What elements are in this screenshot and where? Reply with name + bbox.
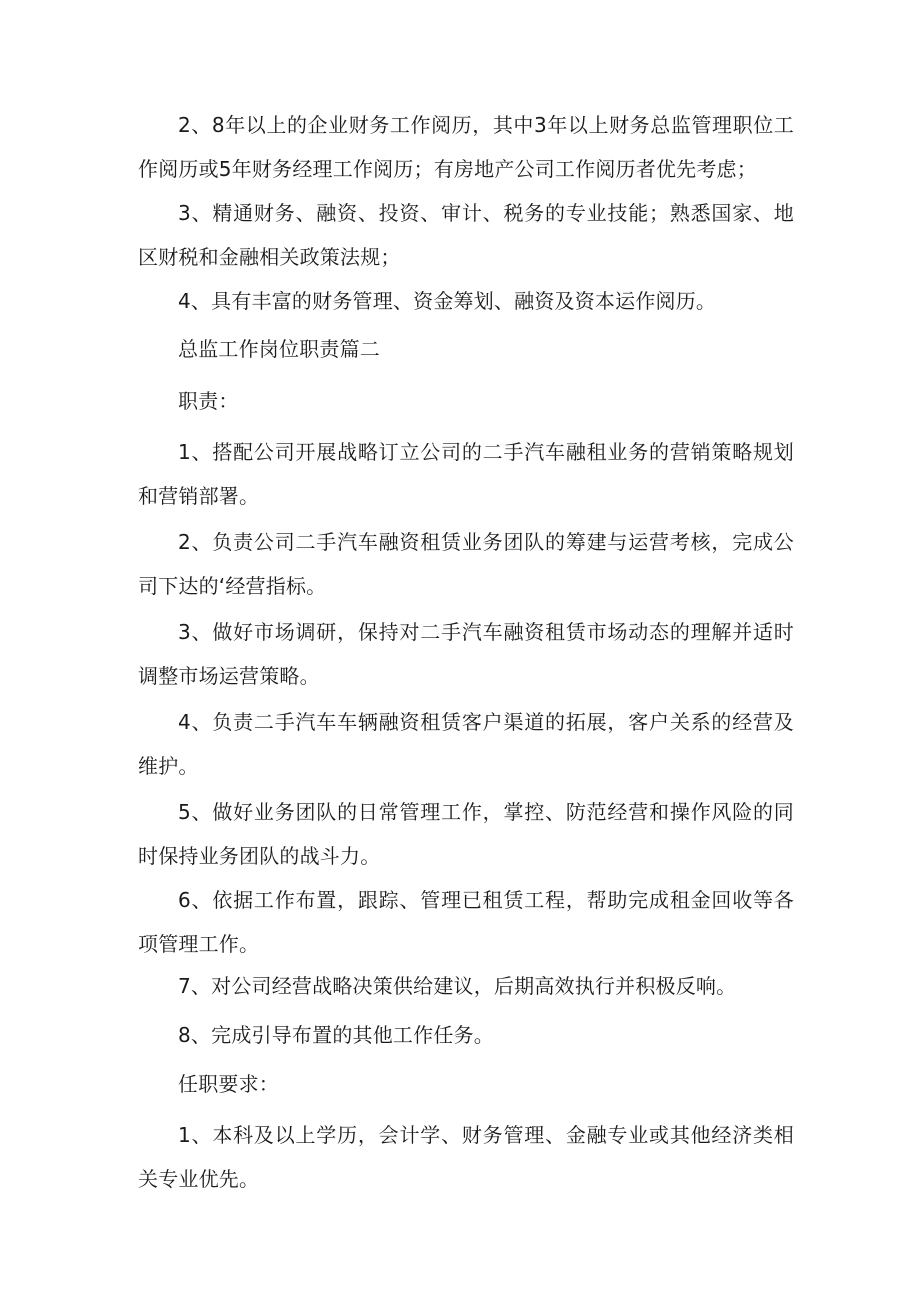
paragraph-duty-5: 5、做好业务团队的日常管理工作，掌控、防范经营和操作风险的同时保持业务团队的战斗力。 bbox=[138, 800, 794, 868]
paragraph-qualification-1: 1、本科及以上学历，会计学、财务管理、金融专业或其他经济类相关专业优先。 bbox=[138, 1123, 794, 1191]
qualifications-label: 任职要求： bbox=[178, 1072, 279, 1096]
section-heading: 总监工作岗位职责篇二 bbox=[178, 337, 380, 361]
duties-label: 职责： bbox=[178, 389, 239, 413]
paragraph-duty-1: 1、搭配公司开展战略订立公司的二手汽车融租业务的营销策略规划和营销部署。 bbox=[138, 440, 794, 508]
paragraph-duty-4: 4、负责二手汽车车辆融资租赁客户渠道的拓展，客户关系的经营及维护。 bbox=[138, 710, 794, 778]
paragraph-duty-7: 7、对公司经营战略决策供给建议，后期高效执行并积极反响。 bbox=[178, 974, 737, 998]
paragraph-duty-6: 6、依据工作布置，跟踪、管理已租赁工程，帮助完成租金回收等各项管理工作。 bbox=[138, 888, 794, 956]
paragraph-duty-2: 2、负责公司二手汽车融资租赁业务团队的筹建与运营考核，完成公司下达的‘经营指标。 bbox=[138, 530, 794, 598]
paragraph-requirement-3: 3、精通财务、融资、投资、审计、税务的专业技能；熟悉国家、地区财税和金融相关政策法规； bbox=[138, 201, 794, 269]
paragraph-requirement-2: 2、8年以上的企业财务工作阅历，其中3年以上财务总监管理职位工作阅历或5年财务经理工作阅历；有房地产公司工作阅历者优先考虑； bbox=[138, 113, 794, 181]
paragraph-requirement-4: 4、具有丰富的财务管理、资金筹划、融资及资本运作阅历。 bbox=[178, 289, 717, 313]
paragraph-duty-3: 3、做好市场调研，保持对二手汽车融资租赁市场动态的理解并适时调整市场运营策略。 bbox=[138, 620, 794, 688]
paragraph-duty-8: 8、完成引导布置的其他工作任务。 bbox=[178, 1023, 494, 1047]
